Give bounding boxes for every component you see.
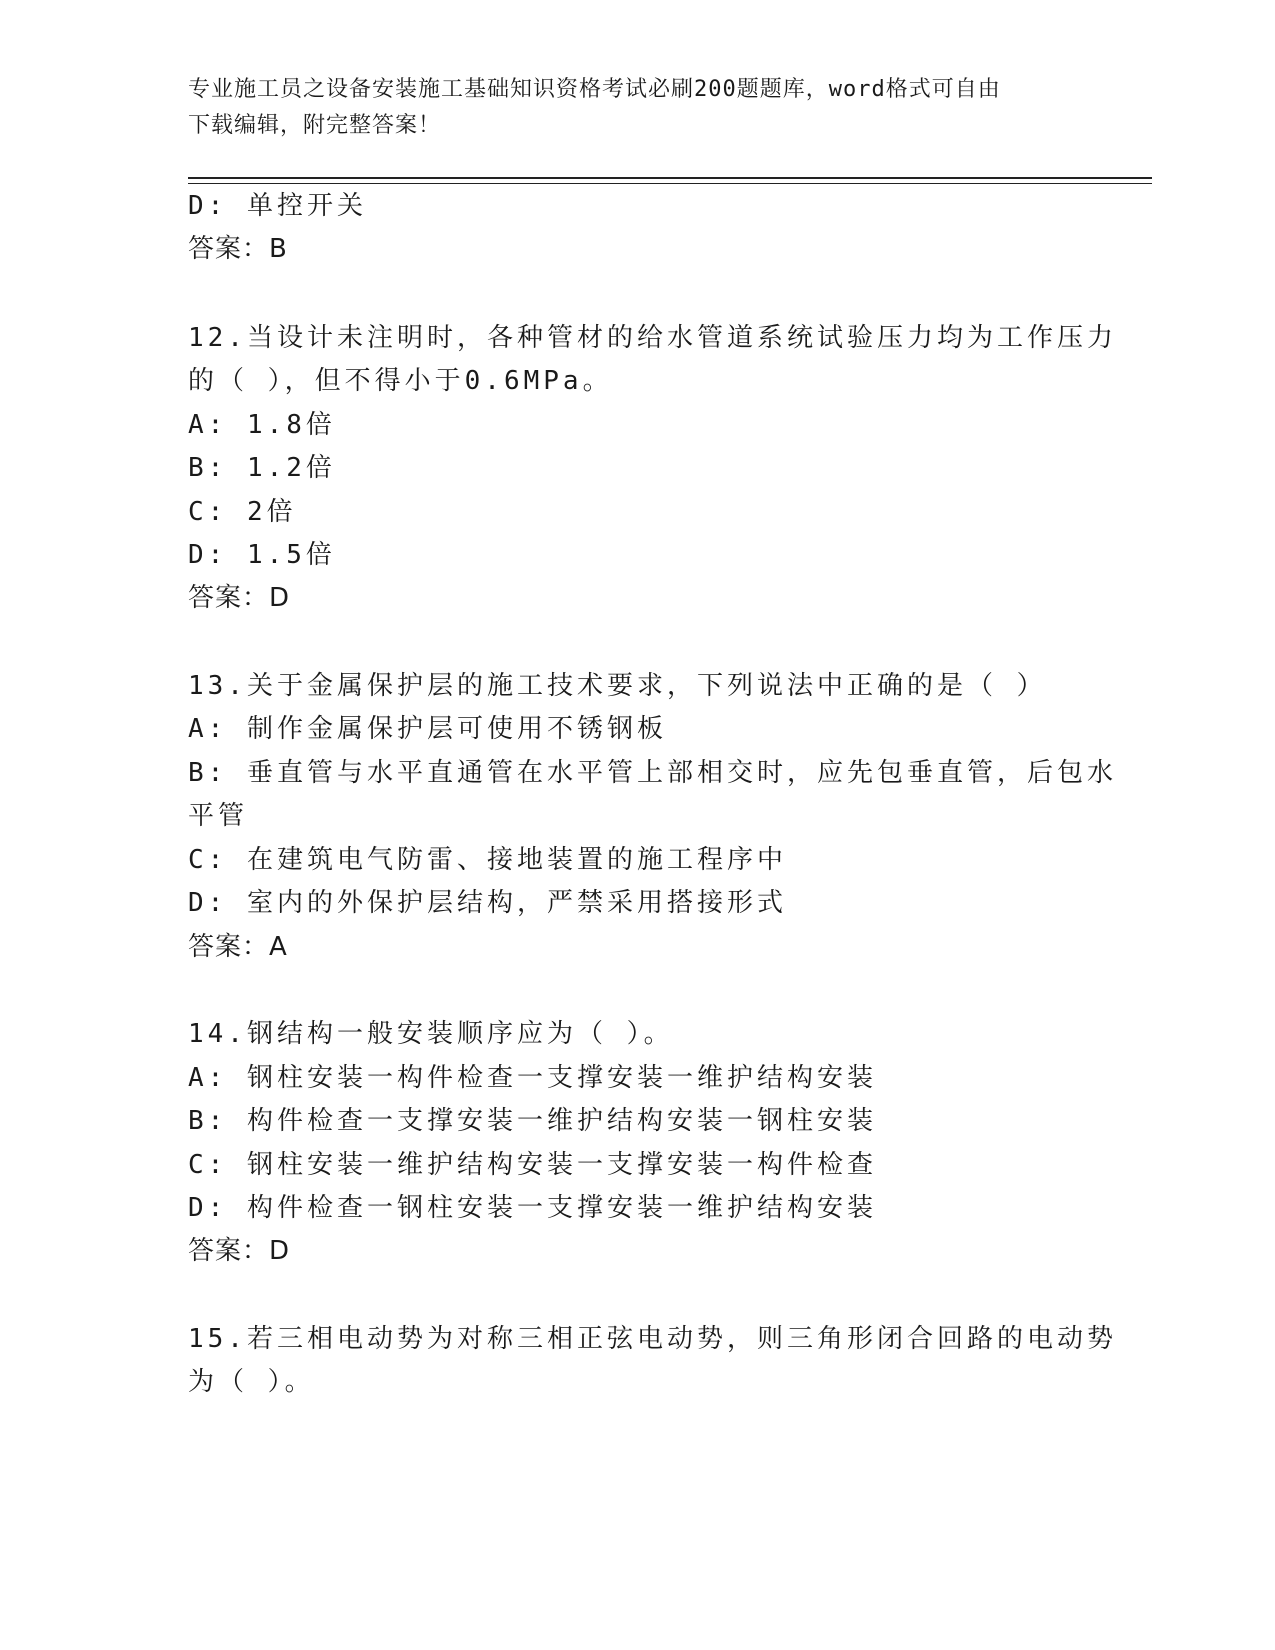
header-rule-thick <box>188 177 1152 179</box>
q14-option-b: B: 构件检查一支撑安装一维护结构安装一钢柱安装 <box>188 1106 877 1136</box>
page-header <box>188 72 1068 144</box>
header-line-1: 专业施工员之设备安装施工基础知识资格考试必刷200题题库，word格式可自由 <box>188 77 1001 102</box>
q14-answer: 答案：D <box>188 1236 291 1266</box>
q11-answer: 答案：B <box>188 234 288 264</box>
q11-option-d: D: 单控开关 <box>188 191 367 221</box>
q12-option-c: C: 2倍 <box>188 497 297 527</box>
q15-stem-line-2: 为（ ）。 <box>188 1367 315 1397</box>
q14-option-a: A: 钢柱安装一构件检查一支撑安装一维护结构安装 <box>188 1063 877 1093</box>
q13-option-b-line-2: 平管 <box>188 801 249 831</box>
q12-option-d: D: 1.5倍 <box>188 540 336 570</box>
q12-answer: 答案：D <box>188 583 291 613</box>
q12-stem-line-1: 12.当设计未注明时，各种管材的给水管道系统试验压力均为工作压力 <box>188 323 1117 353</box>
q13-option-d: D: 室内的外保护层结构，严禁采用搭接形式 <box>188 888 787 918</box>
header-line-2: 下载编辑，附完整答案！ <box>188 113 442 138</box>
header-rule-thin <box>188 183 1152 184</box>
q13-option-b-line-1: B: 垂直管与水平直通管在水平管上部相交时，应先包垂直管，后包水 <box>188 758 1117 788</box>
q12-stem-line-2: 的（ ），但不得小于0.6MPa。 <box>188 366 613 396</box>
q14-option-d: D: 构件检查一钢柱安装一支撑安装一维护结构安装 <box>188 1193 877 1223</box>
q13-option-a: A: 制作金属保护层可使用不锈钢板 <box>188 714 667 744</box>
q12-option-a: A: 1.8倍 <box>188 410 336 440</box>
q13-answer: 答案：A <box>188 932 288 962</box>
q14-option-c: C: 钢柱安装一维护结构安装一支撑安装一构件检查 <box>188 1150 877 1180</box>
q12-option-b: B: 1.2倍 <box>188 453 336 483</box>
q14-stem: 14.钢结构一般安装顺序应为（ ）。 <box>188 1019 674 1049</box>
q15-stem-line-1: 15.若三相电动势为对称三相正弦电动势，则三角形闭合回路的电动势 <box>188 1324 1117 1354</box>
q13-stem: 13.关于金属保护层的施工技术要求，下列说法中正确的是（ ） <box>188 671 1047 701</box>
q13-option-c: C: 在建筑电气防雷、接地装置的施工程序中 <box>188 845 787 875</box>
